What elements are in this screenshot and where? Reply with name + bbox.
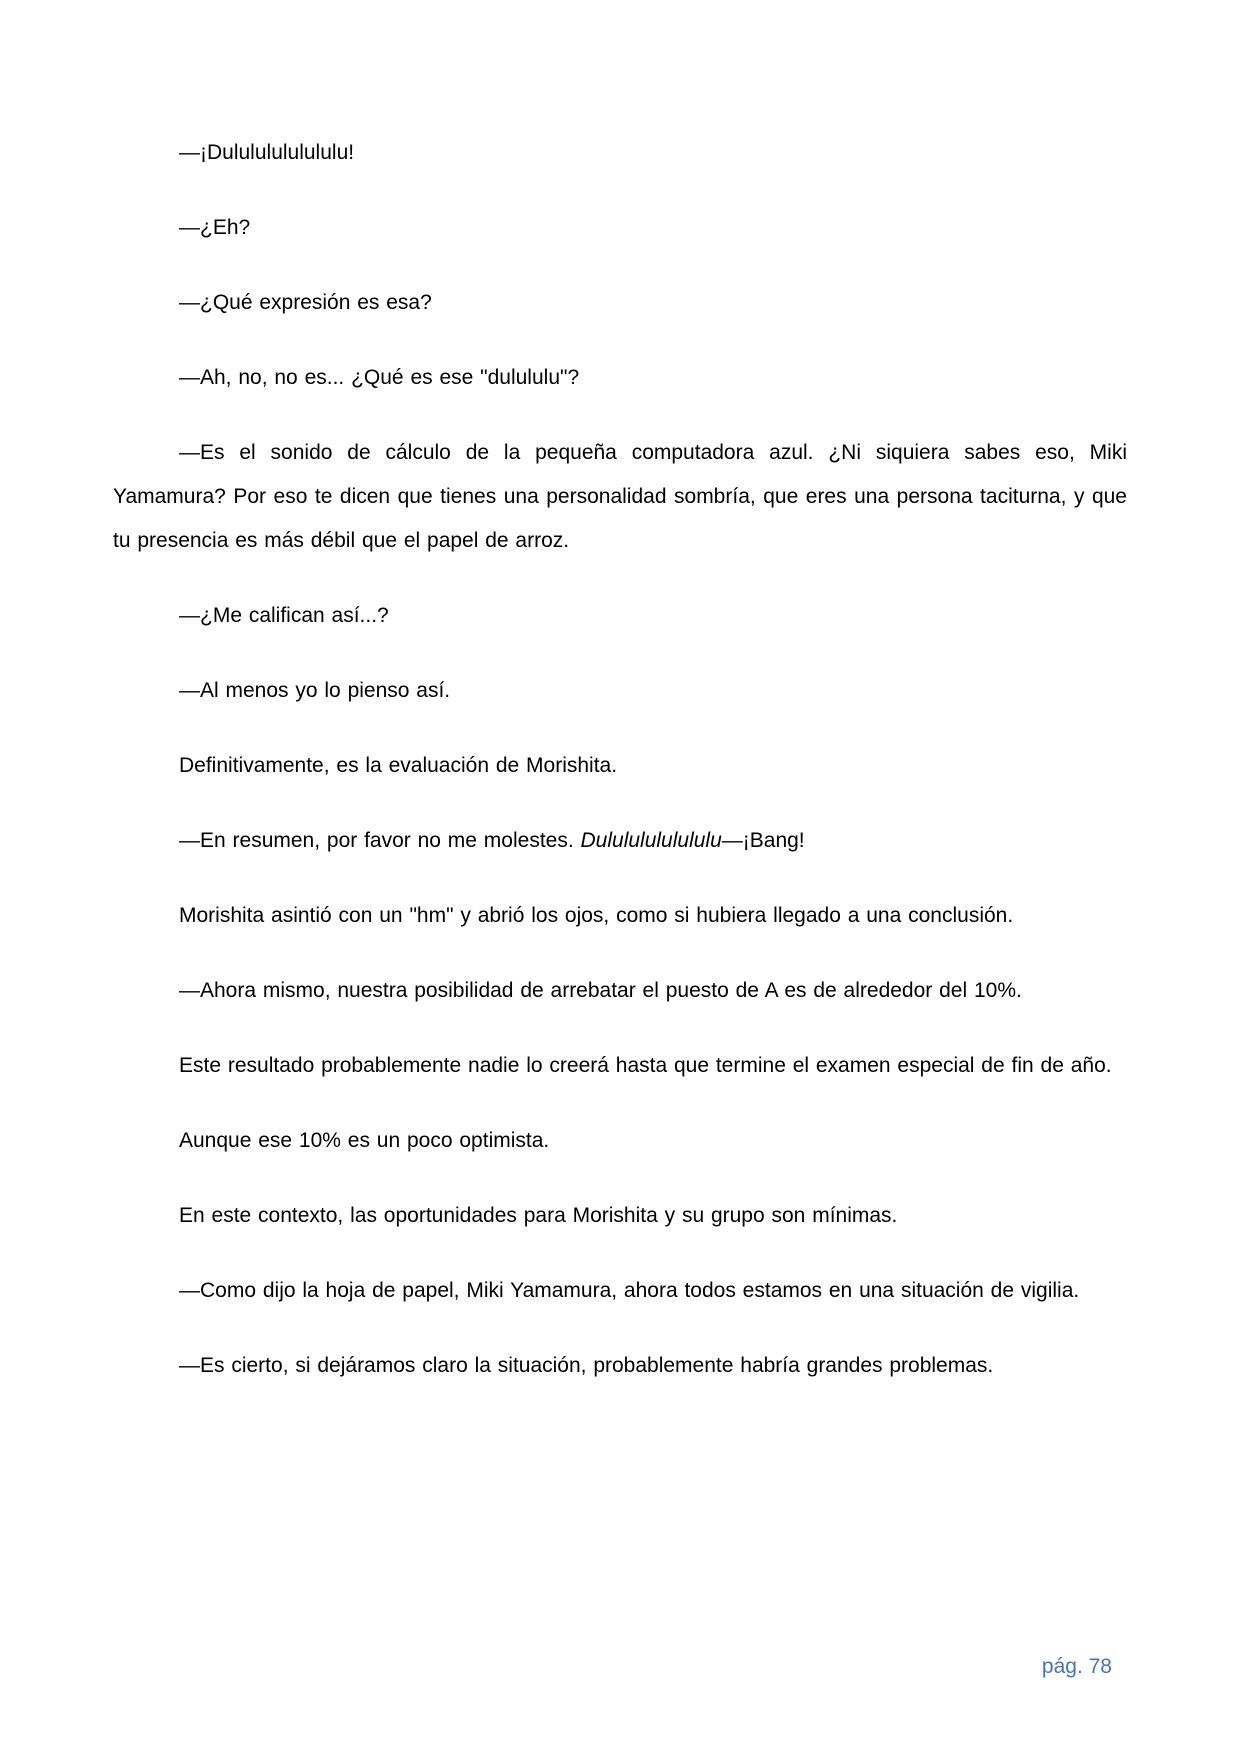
paragraph-text-italic: Dulululululululu bbox=[580, 829, 722, 852]
page-number: pág. 78 bbox=[1041, 1655, 1112, 1678]
paragraph-text: —¡Bang! bbox=[721, 829, 805, 852]
paragraph bbox=[113, 1194, 1127, 1238]
paragraph-text: —Como dijo la hoja de papel, Miki Yamamura, ahora todos estamos en una situación de vigilia. bbox=[179, 1279, 1080, 1302]
paragraph bbox=[113, 594, 1127, 638]
paragraph-text: —Ahora mismo, nuestra posibilidad de arrebatar el puesto de A es de alrededor del 10%. bbox=[179, 979, 1022, 1002]
paragraph-text: —¿Qué expresión es esa? bbox=[179, 291, 432, 314]
paragraph bbox=[113, 206, 1127, 250]
paragraph bbox=[113, 669, 1127, 713]
document-body bbox=[113, 131, 1127, 1419]
paragraph bbox=[113, 1119, 1127, 1163]
paragraph-text: Morishita asintió con un "hm" y abrió los ojos, como si hubiera llegado a una conclusión. bbox=[179, 904, 1014, 927]
paragraph-text: —En resumen, por favor no me molestes. bbox=[179, 829, 581, 852]
paragraph bbox=[113, 1044, 1127, 1088]
paragraph bbox=[113, 1344, 1127, 1388]
paragraph bbox=[113, 1269, 1127, 1313]
paragraph-text: —¿Me califican así...? bbox=[179, 604, 389, 627]
paragraph bbox=[113, 969, 1127, 1013]
paragraph bbox=[113, 744, 1127, 788]
paragraph-text: Aunque ese 10% es un poco optimista. bbox=[179, 1129, 550, 1152]
paragraph-text: —Es cierto, si dejáramos claro la situación, probablemente habría grandes problemas. bbox=[179, 1354, 994, 1377]
paragraph-text: En este contexto, las oportunidades para Morishita y su grupo son mínimas. bbox=[179, 1204, 898, 1227]
paragraph-text: Este resultado probablemente nadie lo creerá hasta que termine el examen especial de fin de año. bbox=[179, 1054, 1112, 1077]
paragraph-text: —Ah, no, no es... ¿Qué es ese "dulululu"? bbox=[179, 366, 580, 389]
paragraph bbox=[113, 894, 1127, 938]
paragraph bbox=[113, 131, 1127, 175]
paragraph-text: Definitivamente, es la evaluación de Morishita. bbox=[179, 754, 618, 777]
paragraph bbox=[113, 431, 1127, 563]
paragraph-text: —Al menos yo lo pienso así. bbox=[179, 679, 451, 702]
paragraph-text: —¿Eh? bbox=[179, 216, 251, 239]
paragraph bbox=[113, 819, 1127, 863]
paragraph bbox=[113, 281, 1127, 325]
paragraph bbox=[113, 356, 1127, 400]
paragraph-text: —Es el sonido de cálculo de la pequeña computadora azul. ¿Ni siquiera sabes eso, Miki Yamamura? Por eso te dicen que tienes una personalidad sombría, que eres una persona taciturna, y que tu presencia es más débil que el papel de arroz. bbox=[113, 441, 1127, 552]
paragraph-text: —¡Dulululululululu! bbox=[179, 141, 355, 164]
